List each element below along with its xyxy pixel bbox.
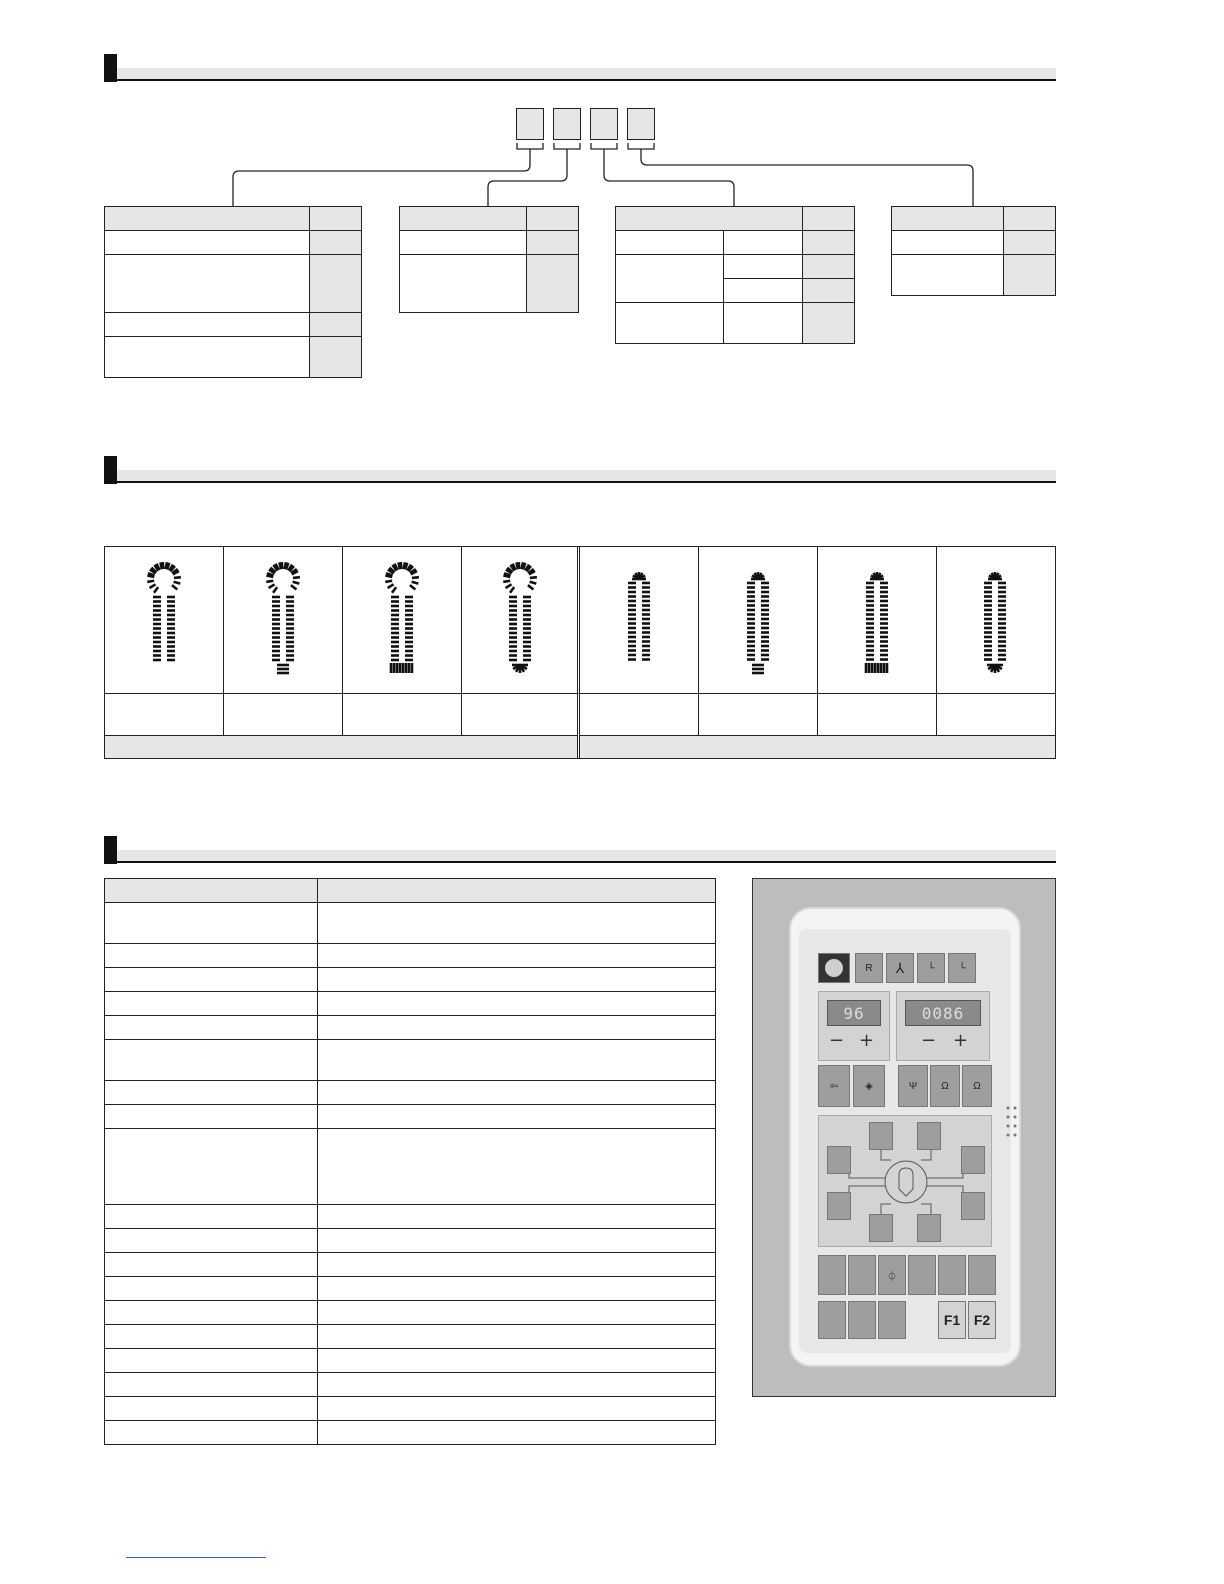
table-cell — [318, 1105, 716, 1129]
table-cell — [105, 968, 318, 992]
option-key-2[interactable] — [938, 1255, 966, 1295]
table-cell — [105, 1277, 318, 1301]
pattern-plus-button[interactable]: + — [859, 1030, 875, 1051]
ready-icon — [825, 959, 843, 977]
section-header-2 — [104, 456, 1056, 484]
table-cell — [1004, 231, 1056, 255]
section-rule — [117, 481, 1056, 483]
table-cell — [318, 1301, 716, 1325]
program-key[interactable] — [818, 1065, 850, 1107]
pattern-display-panel — [818, 991, 890, 1061]
value-display-panel — [896, 991, 990, 1061]
back-button[interactable] — [948, 953, 976, 983]
spec-table-2 — [399, 206, 579, 313]
table-cell — [318, 992, 716, 1016]
tension-key-3[interactable] — [962, 1065, 992, 1107]
table-cell — [527, 255, 579, 313]
thread-button[interactable] — [886, 953, 914, 983]
function-table — [104, 878, 716, 1445]
table-cell — [318, 944, 716, 968]
control-panel-photo — [752, 878, 1056, 1397]
table-cell — [318, 1081, 716, 1105]
table-cell — [105, 1349, 318, 1373]
copy-key[interactable] — [853, 1065, 885, 1107]
param-key-2[interactable] — [917, 1122, 941, 1150]
stitch-group-divider — [577, 735, 580, 758]
table-cell — [318, 1253, 716, 1277]
stitch-group-row — [105, 735, 1055, 758]
f1-label: F1 — [943, 1312, 961, 1328]
section-bar — [117, 850, 1056, 861]
table-cell — [105, 944, 318, 968]
stitch-pattern-cell — [699, 547, 818, 693]
table-cell — [105, 1129, 318, 1205]
table-header-cell — [318, 879, 716, 903]
table-header-cell — [310, 207, 362, 231]
table-cell — [318, 1016, 716, 1040]
table-cell — [724, 303, 803, 344]
mode-key-3[interactable] — [878, 1301, 906, 1339]
value-plus-button[interactable]: + — [953, 1030, 969, 1051]
table-cell — [318, 1205, 716, 1229]
stitch-pattern-cell — [224, 547, 343, 693]
table-cell — [1004, 255, 1056, 296]
table-cell — [318, 1229, 716, 1253]
parameter-panel — [818, 1115, 992, 1247]
table-cell — [318, 1373, 716, 1397]
table-cell — [105, 992, 318, 1016]
table-cell — [105, 1397, 318, 1421]
control-panel-face — [799, 929, 1011, 1353]
spec-table-4 — [891, 206, 1056, 296]
table-cell — [105, 1421, 318, 1445]
table-header-cell — [892, 207, 1004, 231]
table-cell — [616, 303, 724, 344]
table-cell — [310, 231, 362, 255]
buttonhole-stitch-icon — [372, 561, 432, 681]
stitch-pattern-label-cell — [936, 693, 1055, 735]
table-cell — [105, 1253, 318, 1277]
table-cell — [105, 1016, 318, 1040]
pattern-minus-button[interactable]: − — [829, 1030, 845, 1051]
buttonhole-stitch-icon — [847, 561, 907, 681]
stitch-pattern-cell — [461, 547, 580, 693]
table-cell — [105, 1081, 318, 1105]
ready-button[interactable] — [818, 953, 850, 983]
table-header-cell — [105, 879, 318, 903]
table-cell — [105, 337, 310, 378]
param-key-4[interactable] — [961, 1146, 985, 1174]
param-key-3[interactable] — [827, 1146, 851, 1174]
table-cell — [400, 255, 527, 313]
value-minus-button[interactable]: − — [921, 1030, 937, 1051]
tension-icon-3: Ω — [973, 1080, 981, 1092]
copy-icon: ◈ — [865, 1080, 873, 1092]
buttonhole-stitch-icon — [253, 561, 313, 681]
mode-key-2[interactable] — [848, 1301, 876, 1339]
speed-key-1[interactable] — [818, 1255, 846, 1295]
stitch-pattern-cell — [818, 547, 937, 693]
table-cell — [105, 231, 310, 255]
table-cell — [400, 231, 527, 255]
stitch-pattern-label-cell — [224, 693, 343, 735]
section-header-3 — [104, 836, 1056, 864]
table-header-cell — [616, 207, 803, 231]
buttonhole-stitch-icon — [134, 561, 194, 681]
function-key-f1[interactable] — [938, 1301, 966, 1339]
back-icon: └ — [958, 962, 966, 974]
tension-icon-2: Ω — [941, 1080, 949, 1092]
spec-table-3 — [615, 206, 855, 344]
table-cell — [318, 1040, 716, 1081]
table-cell — [105, 313, 310, 337]
mode-key-1[interactable] — [818, 1301, 846, 1339]
thread-icon: ⅄ — [895, 959, 905, 976]
stitch-pattern-cell — [936, 547, 1055, 693]
table-cell — [724, 279, 803, 303]
program-icon: ⇦ — [829, 1080, 839, 1092]
table-header-cell — [527, 207, 579, 231]
section-bar — [117, 470, 1056, 481]
stitch-pattern-cell — [343, 547, 462, 693]
value-display: 0086 — [905, 1000, 981, 1026]
param-key-1[interactable] — [869, 1122, 893, 1150]
table-cell — [892, 255, 1004, 296]
timer-icon: ⏀ — [887, 1271, 897, 1283]
buttonhole-stitch-icon — [965, 561, 1025, 681]
table-cell — [105, 1301, 318, 1325]
stitch-pattern-label-cell — [105, 693, 224, 735]
param-key-7[interactable] — [869, 1214, 893, 1242]
table-cell — [616, 255, 724, 303]
tension-key-2[interactable] — [930, 1065, 960, 1107]
table-cell — [318, 903, 716, 944]
table-cell — [803, 279, 855, 303]
table-header-cell — [400, 207, 527, 231]
function-key-f2[interactable] — [968, 1301, 996, 1339]
table-cell — [803, 303, 855, 344]
tension-icon-1: Ψ — [908, 1080, 918, 1092]
table-cell — [318, 1349, 716, 1373]
parameter-diagram — [819, 1116, 993, 1248]
table-header-cell — [1004, 207, 1056, 231]
stitch-pattern-label-cell — [699, 693, 818, 735]
stitch-pattern-table — [104, 546, 1056, 759]
param-key-8[interactable] — [917, 1214, 941, 1242]
counter-button[interactable] — [917, 953, 945, 983]
table-cell — [724, 231, 803, 255]
option-key-1[interactable] — [908, 1255, 936, 1295]
table-cell — [105, 1040, 318, 1081]
table-cell — [318, 1277, 716, 1301]
stitch-pattern-label-cell — [343, 693, 462, 735]
spec-table-1 — [104, 206, 362, 378]
table-cell — [105, 1205, 318, 1229]
speed-key-2[interactable] — [848, 1255, 876, 1295]
section-marker — [104, 836, 117, 864]
table-header-cell — [105, 207, 310, 231]
table-cell — [105, 903, 318, 944]
option-key-3[interactable] — [968, 1255, 996, 1295]
table-cell — [318, 1325, 716, 1349]
table-cell — [310, 255, 362, 313]
reset-label: R — [865, 962, 873, 974]
timer-key[interactable] — [878, 1255, 906, 1295]
table-header-cell — [803, 207, 855, 231]
table-cell — [803, 255, 855, 279]
stitch-pattern-cell — [105, 547, 224, 693]
table-cell — [318, 1421, 716, 1445]
table-cell — [527, 231, 579, 255]
table-cell — [105, 1325, 318, 1349]
table-cell — [105, 255, 310, 313]
reset-button[interactable] — [855, 953, 883, 983]
stitch-pattern-cell — [580, 547, 699, 693]
buttonhole-stitch-icon — [490, 561, 550, 681]
code-connectors — [0, 0, 1224, 220]
counter-icon: └ — [927, 962, 935, 974]
table-cell — [803, 231, 855, 255]
speaker-dots — [1005, 1105, 1019, 1145]
param-key-5[interactable] — [827, 1192, 851, 1220]
stitch-pattern-label-cell — [818, 693, 937, 735]
f2-label: F2 — [973, 1312, 991, 1328]
stitch-pattern-label-cell — [580, 693, 699, 735]
table-cell — [105, 1373, 318, 1397]
section-rule — [117, 861, 1056, 863]
table-cell — [105, 1229, 318, 1253]
tension-key-1[interactable] — [898, 1065, 928, 1107]
param-key-6[interactable] — [961, 1192, 985, 1220]
table-cell — [318, 1129, 716, 1205]
footer-link-underline — [126, 1557, 266, 1558]
table-cell — [318, 968, 716, 992]
buttonhole-stitch-icon — [609, 561, 669, 681]
table-cell — [892, 231, 1004, 255]
section-marker — [104, 456, 117, 484]
table-cell — [105, 1105, 318, 1129]
table-cell — [318, 1397, 716, 1421]
buttonhole-stitch-icon — [728, 561, 788, 681]
pattern-number-display: 96 — [827, 1000, 881, 1026]
table-cell — [310, 313, 362, 337]
stitch-pattern-label-cell — [461, 693, 580, 735]
control-panel — [789, 907, 1021, 1367]
table-cell — [724, 255, 803, 279]
table-cell — [616, 231, 724, 255]
table-cell — [310, 337, 362, 378]
